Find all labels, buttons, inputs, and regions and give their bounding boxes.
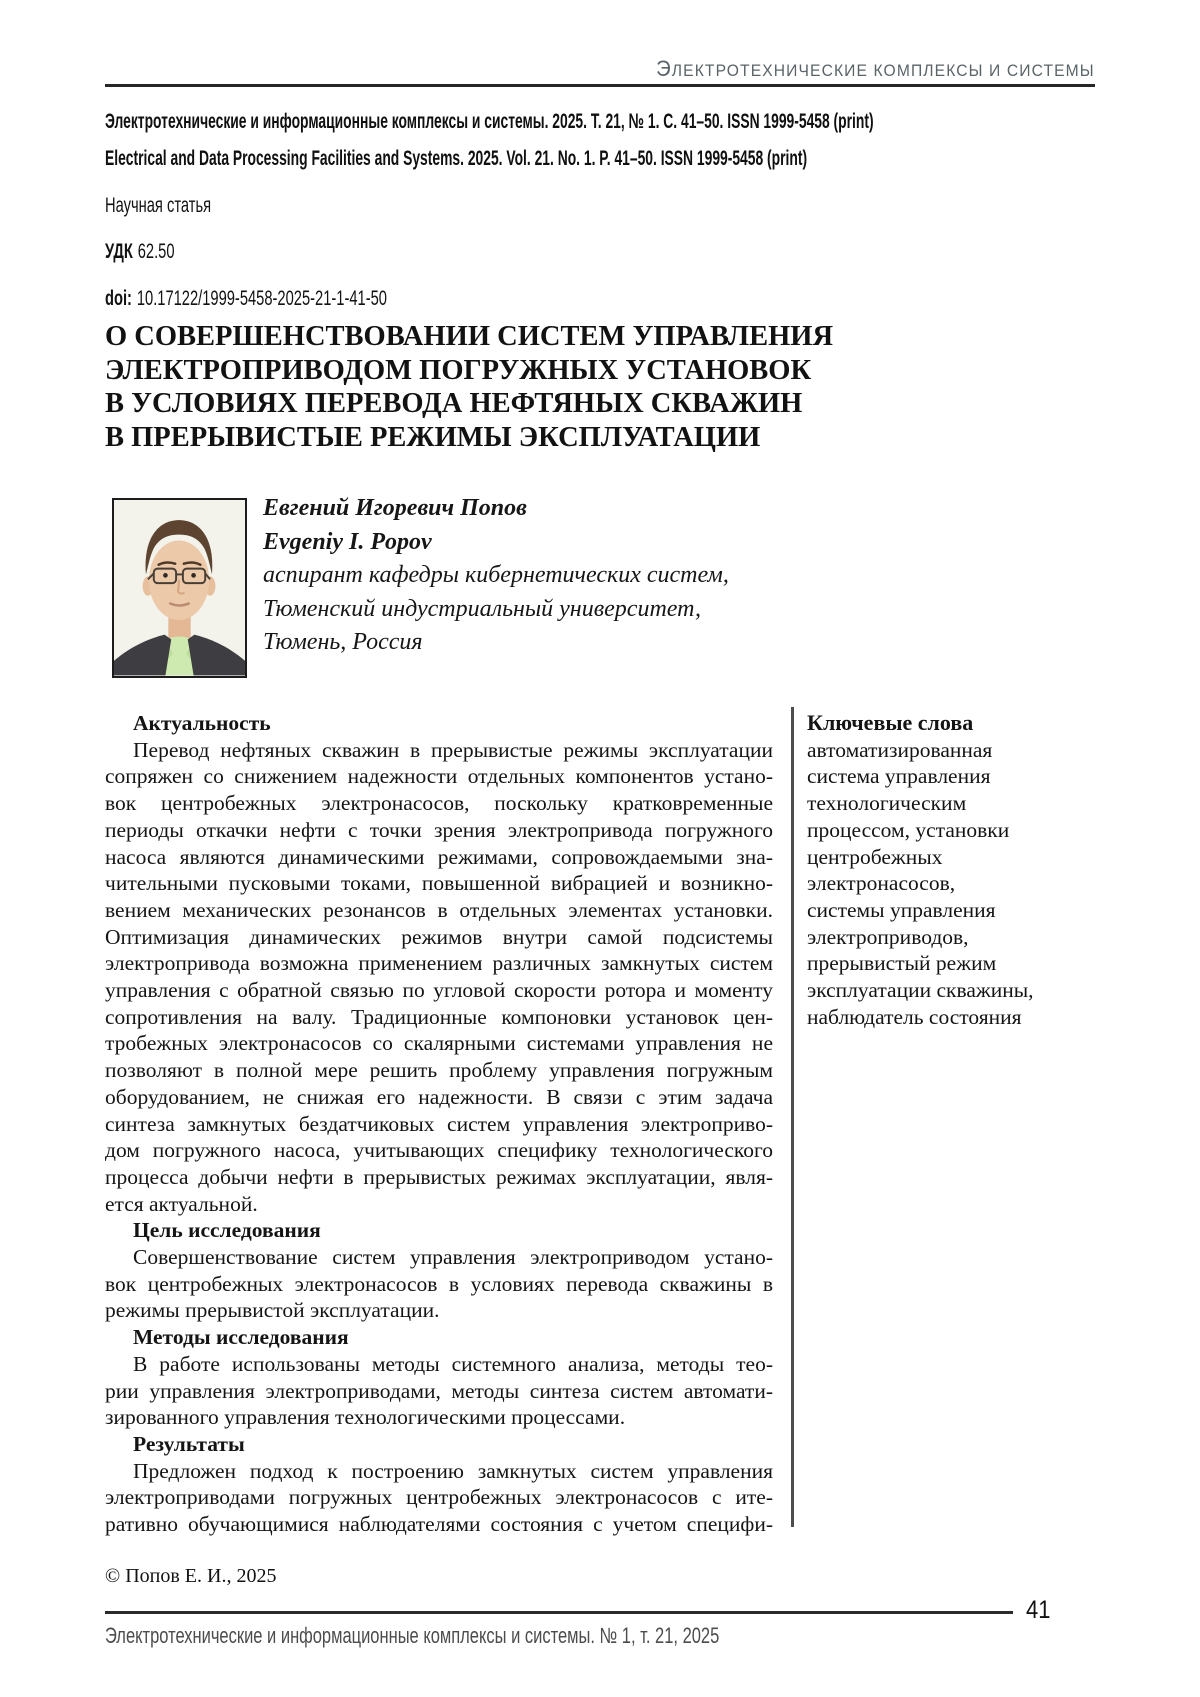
doi-value: 10.17122/1999-5458-2025-21-1-41-50	[136, 287, 387, 310]
author-name-en: Evgeniy I. Popov	[263, 528, 432, 555]
section-heading: Методы исследования	[133, 1325, 349, 1350]
citation-english: Electrical and Data Processing Facilities and Systems. 2025. Vol. 21. No. 1. P. 41–50. ISSN 1999-5458 (print)	[105, 147, 808, 170]
section-paragraph: Перевод нефтяных скважин в прерывистые режимы эксплуатации сопряжен со снижением надежности отдельных компонентов устано- вок центробежных электронасосов, поскольку кратковременные периоды откачки нефти с точки зрения электропривода погружного насоса являются динамическими режимами, сопровождаемыми зна- чительными пусковыми токами, повышенной вибрацией и возникно- вением механических резонансов в отдельных элементах установки. Оптимизация динамических режимов внутри самой подсистемы электропривода возможна применением различных замкнутых систем управления с обратной связью по угловой скорости ротора и моменту сопротивления на валу. Традиционные компоновки установок цен- тробежных электронасосов со скалярными системами управления не позволяют в полной мере решить проблему управления погружным оборудованием, не снижая его надежности. В связи с этим задача синтеза замкнутых бездатчиковых систем управления электроприво- дом погружного насоса, учитывающих специфику технологического процесса добычи нефти в прерывистых режимах эксплуатации, явля- ется актуальной.	[105, 737, 773, 1216]
section-methods	[105, 1324, 773, 1431]
copyright-line: © Попов Е. И., 2025	[105, 1565, 277, 1587]
page-number: 41	[1026, 1596, 1051, 1624]
footer-rule	[105, 1611, 1013, 1614]
section-goal	[105, 1217, 773, 1324]
header-rule	[105, 84, 1095, 87]
running-head	[105, 56, 1095, 82]
author-portrait-graphic	[114, 500, 245, 676]
section-heading: Результаты	[133, 1431, 245, 1456]
doi-line	[105, 287, 508, 311]
section-paragraph: В работе использованы методы системного анализа, методы тео- рии управления электроприводами, методы синтеза систем автомати- зированного управления технологическими процессами.	[105, 1351, 773, 1430]
section-paragraph: Предложен подход к построению замкнутых систем управления электроприводами погружных центробежных электронасосов с ите- ративно обучающимися наблюдателями состояния с учетом специфи-	[105, 1458, 773, 1537]
section-paragraph: Совершенствование систем управления электроприводом устано- вок центробежных электронасосов в условиях перевода скважины в режимы прерывистой эксплуатации.	[105, 1245, 773, 1323]
udc-label: УДК	[105, 240, 133, 263]
running-head-text: ЭЛЕКТРОТЕХНИЧЕСКИЕ КОМПЛЕКСЫ И СИСТЕМЫ	[656, 56, 1095, 81]
author-name-ru: Евгений Игоревич Попов	[263, 495, 527, 521]
section-results	[105, 1431, 773, 1538]
udc-value: 62.50	[137, 240, 175, 263]
citation-russian: Электротехнические и информационные комплексы и системы. 2025. Т. 21, № 1. С. 41–50. ISSN 1999-5458 (print)	[105, 110, 874, 133]
section-heading: Цель исследования	[133, 1218, 321, 1243]
section-heading: Актуальность	[133, 711, 271, 735]
author-affiliation: аспирант кафедры кибернетических систем, Тюменский индустриальный университет, Тюмень, Россия	[263, 562, 729, 655]
author-photo	[112, 498, 247, 678]
doi-label: doi:	[105, 287, 132, 310]
keywords-divider	[791, 707, 794, 1527]
keywords-sidebar	[807, 710, 1057, 1030]
udc-line	[105, 240, 204, 264]
footer-journal-line: Электротехнические и информационные комплексы и системы. № 1, т. 21, 2025	[105, 1623, 720, 1648]
section-relevance	[105, 710, 773, 1217]
author-block	[263, 492, 729, 660]
article-title: О СОВЕРШЕНСТВОВАНИИ СИСТЕМ УПРАВЛЕНИЯ ЭЛЕКТРОПРИВОДОМ ПОГРУЖНЫХ УСТАНОВОК В УСЛОВИЯХ ПЕРЕВОДА НЕФТЯНЫХ СКВАЖИН В ПРЕРЫВИСТЫЕ РЕЖИМЫ ЭКСПЛУАТАЦИИ	[105, 321, 834, 453]
keywords-heading: Ключевые слова	[807, 710, 974, 735]
article-type-label: Научная статья	[105, 194, 212, 217]
keywords-list: автоматизированная система управления технологическим процессом, установки центробежных электронасосов, системы управления электроприводов, прерывистый режим эксплуатации скважины, наблюдатель состояния	[807, 737, 1034, 1029]
article-body	[105, 710, 773, 1538]
